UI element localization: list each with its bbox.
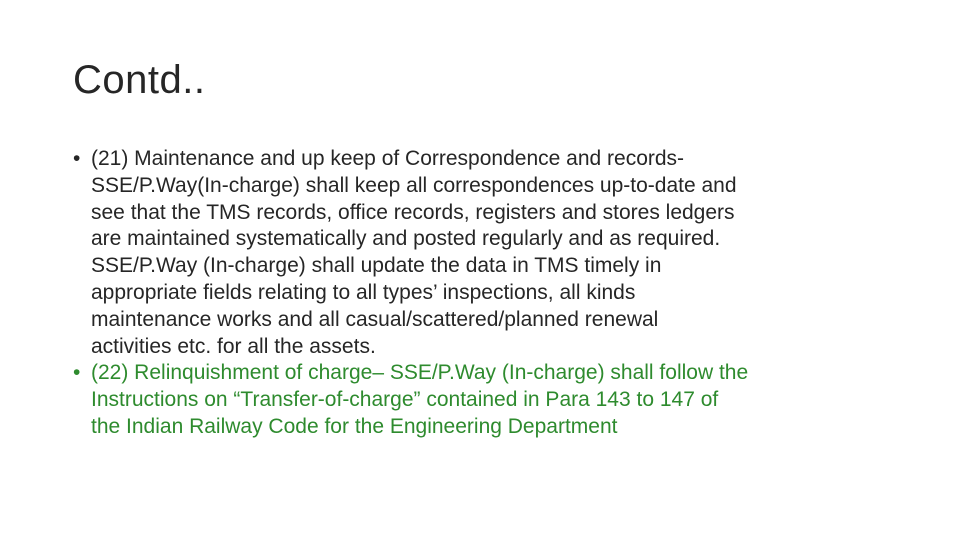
bullet-list (73, 146, 903, 441)
bullet-21-line-2: SSE/P.Way(In-charge) shall keep all correspondences up-to-date and (91, 173, 737, 197)
bullet-21-line-4: are maintained systematically and posted regularly and as required. (91, 227, 721, 251)
bullet-22-line-2: Instructions on “Transfer-of-charge” contained in Para 143 to 147 of (91, 388, 719, 412)
bullet-21-line-1: (21) Maintenance and up keep of Correspondence and records- (91, 147, 685, 170)
bullet-21-line-5: SSE/P.Way (In-charge) shall update the data in TMS timely in (91, 254, 662, 278)
bullet-22-line-3: the Indian Railway Code for the Engineering Department (91, 414, 618, 438)
bullet-marker: • (73, 361, 81, 385)
bullet-21-line-3: see that the TMS records, office records, registers and stores ledgers (91, 200, 735, 224)
bullet-marker: • (73, 147, 81, 170)
bullet-22-line-1: (22) Relinquishment of charge– SSE/P.Way (In-charge) shall follow the (91, 361, 749, 385)
bullet-21-line-6: appropriate fields relating to all types’ inspections, all kinds (91, 280, 636, 304)
bullet-21-line-7: maintenance works and all casual/scattered/planned renewal (91, 307, 659, 331)
bullet-item-21 (73, 146, 903, 360)
bullet-21-line-8: activities etc. for all the assets. (91, 334, 376, 358)
bullet-item-22 (73, 360, 903, 440)
slide-title: Contd.. (73, 58, 206, 102)
